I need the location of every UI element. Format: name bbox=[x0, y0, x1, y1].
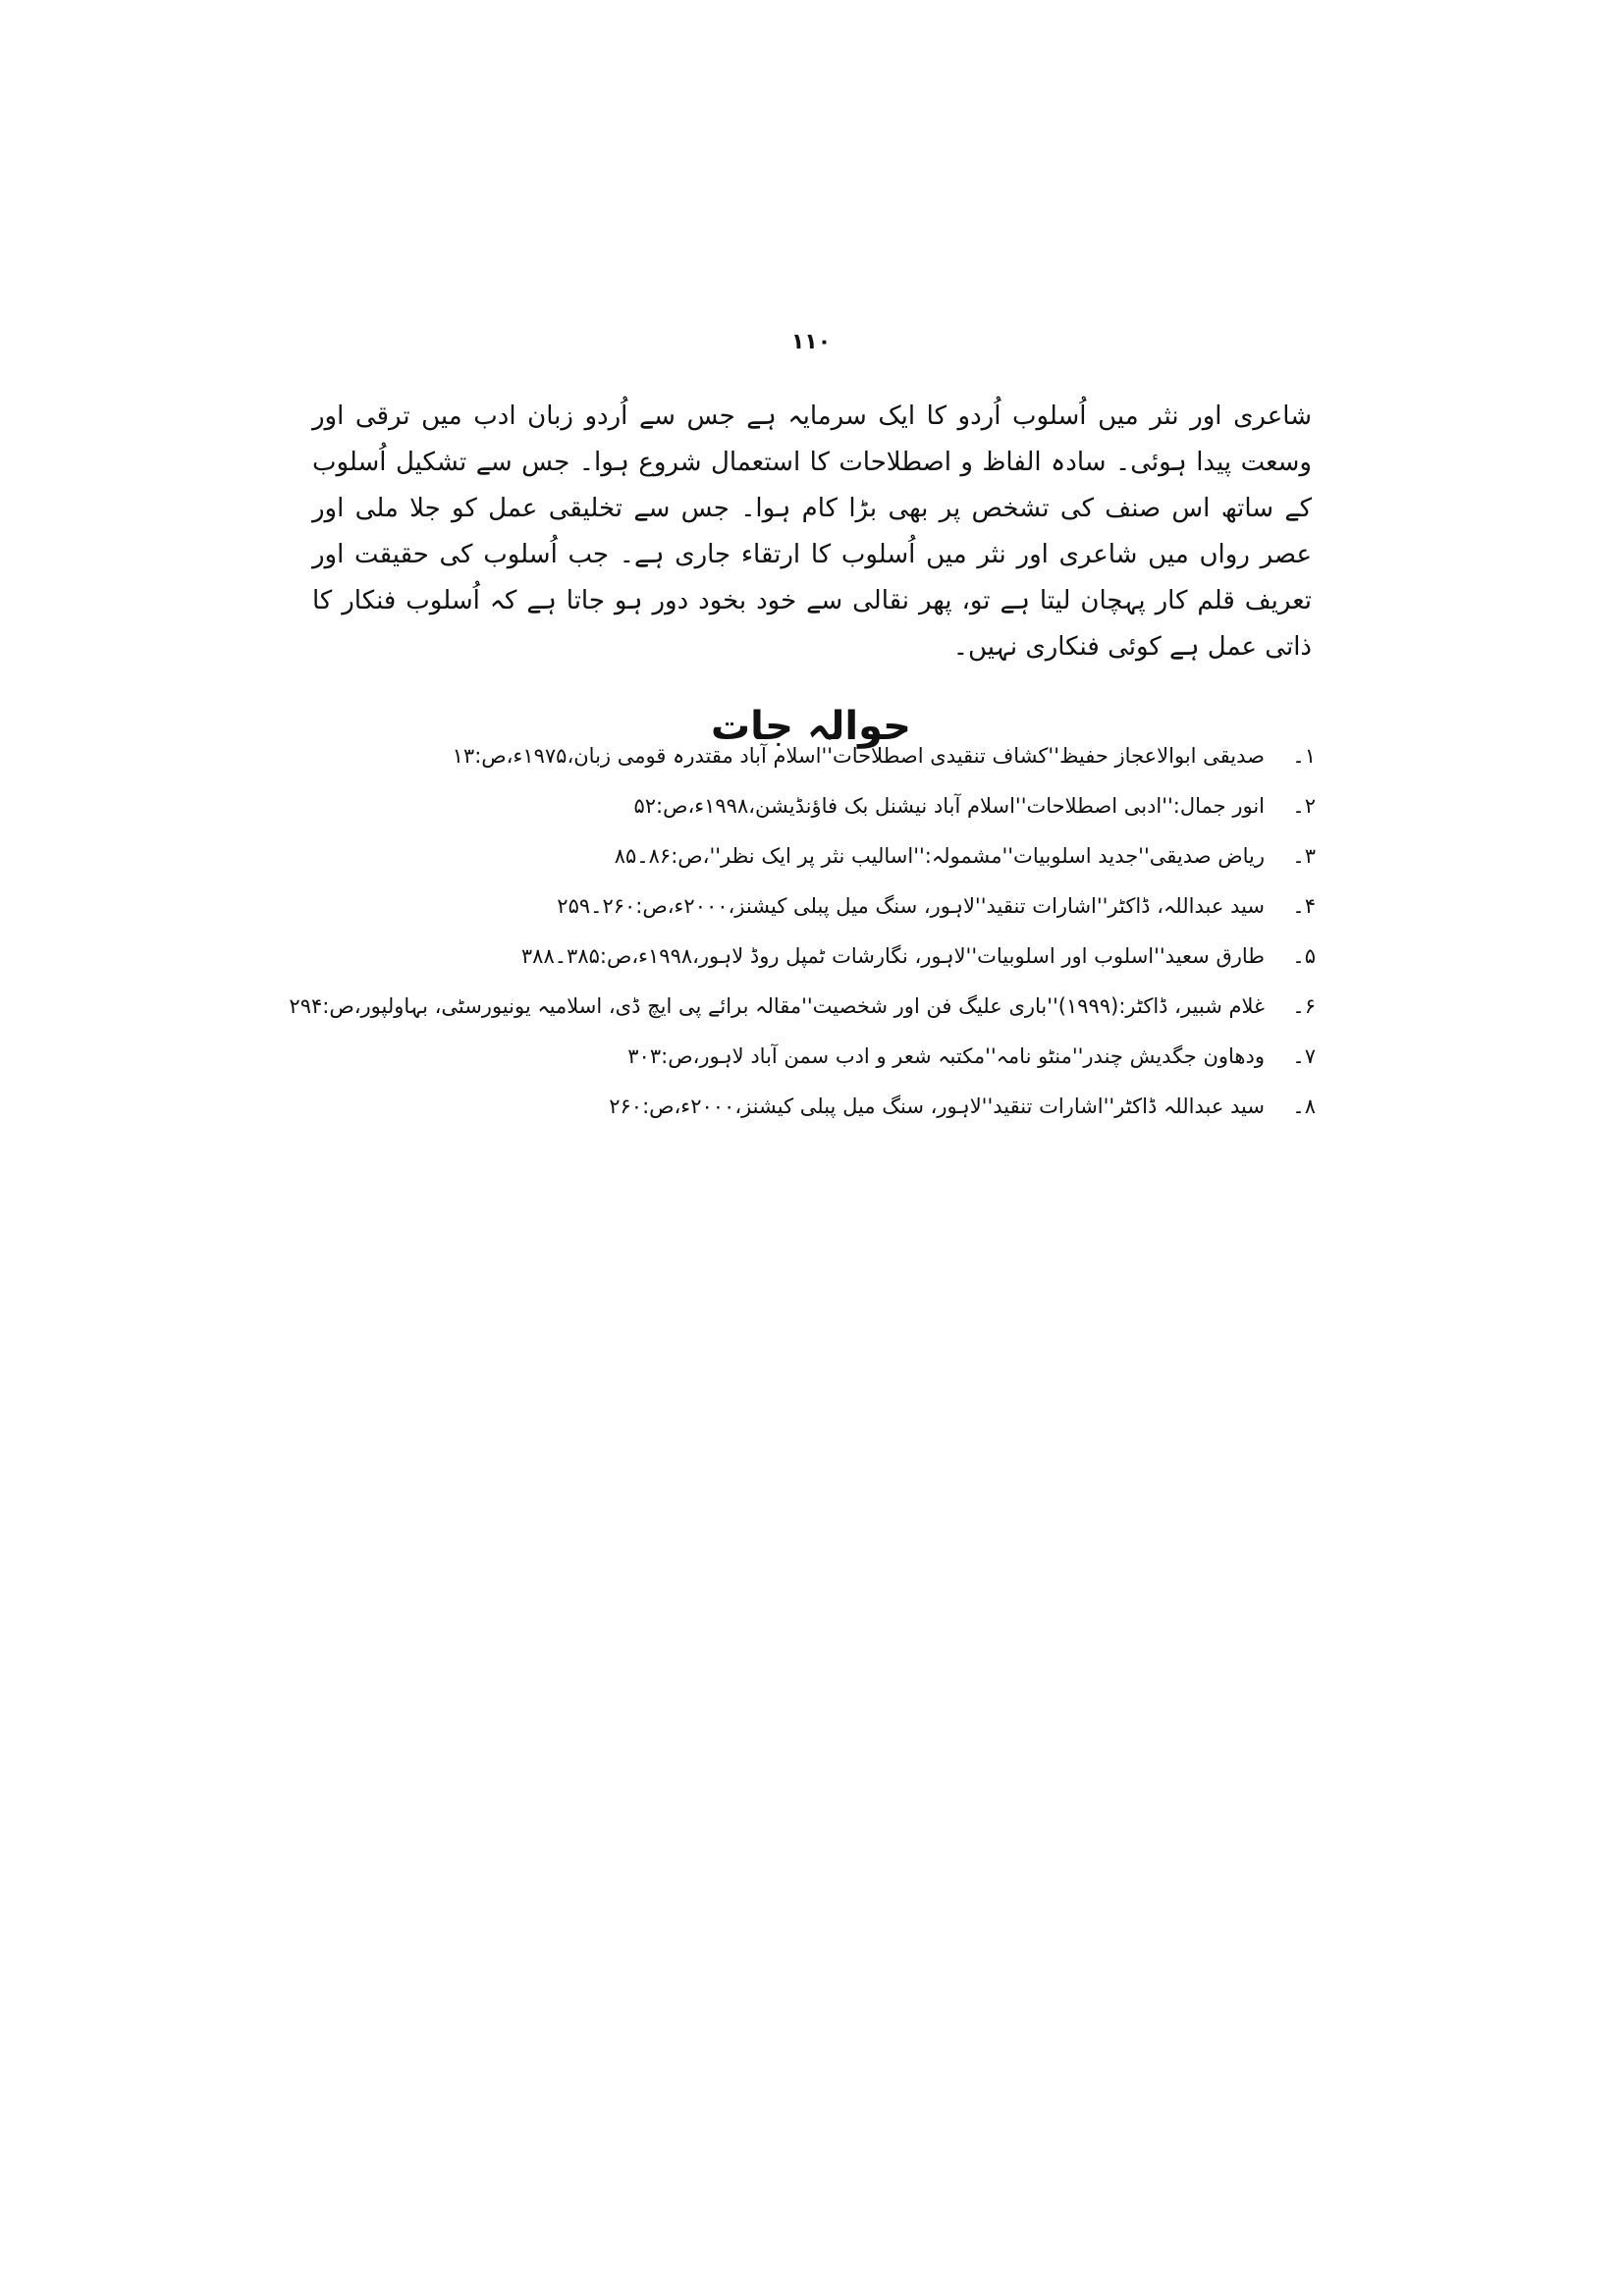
reference-number: ۶۔ bbox=[1292, 994, 1316, 1018]
reference-text: انور جمال:''ادبی اصطلاحات''اسلام آباد نیشنل بک فاؤنڈیشن،۱۹۹۸ء،ص:۵۲ bbox=[633, 794, 1265, 818]
reference-number: ۷۔ bbox=[1292, 1044, 1316, 1068]
reference-text: ریاض صدیقی''جدید اسلوبیات''مشمولہ:''اسالیب نثر پر ایک نظر''،ص:۸۶۔۸۵ bbox=[614, 844, 1265, 868]
reference-item-1 bbox=[226, 744, 1316, 794]
page-number: ۱۱۰ bbox=[790, 330, 832, 354]
reference-number: ۲۔ bbox=[1292, 794, 1316, 818]
body-paragraph: شاعری اور نثر میں اُسلوب اُردو کا ایک سرمایہ ہے جس سے اُردو زبان ادب میں ترقی اور وسعت پیدا ہوئی۔ سادہ الفاظ و اصطلاحات کا استعمال شروع ہوا۔ جس سے تشکیل اُسلوب کے ساتھ اس صنف کی تشخص پر بھی بڑا کام ہوا۔ جس سے تخلیقی عمل کو جلا ملی اور عصر رواں میں شاعری اور نثر میں اُسلوب کا ارتقاء جاری ہے۔ جب اُسلوب کی حقیقت اور تعریف قلم کار پہچان لیتا ہے تو، پھر نقالی سے خود بخود دور ہو جاتا ہے کہ اُسلوب فنکار کا ذاتی عمل ہے کوئی فنکاری نہیں۔ bbox=[312, 401, 1312, 662]
reference-text: سید عبداللہ، ڈاکٹر''اشارات تنقید''لاہور، سنگ میل پبلی کیشنز،۲۰۰۰ء،ص:۲۶۰۔۲۵۹ bbox=[557, 894, 1265, 918]
reference-item-7 bbox=[226, 1044, 1316, 1095]
reference-number: ۱۔ bbox=[1292, 744, 1316, 768]
reference-number: ۳۔ bbox=[1292, 844, 1316, 868]
reference-text: غلام شبیر، ڈاکٹر:(۱۹۹۹)''باری علیگ فن اور شخصیت''مقالہ برائے پی ایچ ڈی، اسلامیہ یونیورسٹی، بہاولپور،ص:۲۹۴ bbox=[289, 994, 1265, 1018]
reference-text: سید عبداللہ ڈاکٹر''اشارات تنقید''لاہور، سنگ میل پبلی کیشنز،۲۰۰۰ء،ص:۲۶۰ bbox=[609, 1095, 1265, 1118]
reference-item-6 bbox=[226, 994, 1316, 1044]
reference-number: ۸۔ bbox=[1292, 1095, 1316, 1118]
reference-item-5 bbox=[226, 944, 1316, 994]
reference-number: ۴۔ bbox=[1292, 894, 1316, 918]
references-heading: حوالہ جات bbox=[710, 704, 912, 750]
reference-text: ودھاون جگدیش چندر''منٹو نامہ''مکتبہ شعر و ادب سمن آباد لاہور،ص:۳۰۳ bbox=[627, 1044, 1265, 1068]
references-list bbox=[226, 744, 1316, 1145]
reference-text: طارق سعید''اسلوب اور اسلوبیات''لاہور، نگارشات ٹمپل روڈ لاہور،۱۹۹۸ء،ص:۳۸۵۔۳۸۸ bbox=[520, 944, 1265, 968]
reference-item-8 bbox=[226, 1095, 1316, 1145]
reference-number: ۵۔ bbox=[1292, 944, 1316, 968]
reference-item-2 bbox=[226, 794, 1316, 844]
reference-text: صدیقی ابوالاعجاز حفیظ''کشاف تنقیدی اصطلاحات''اسلام آباد مقتدرہ قومی زبان،۱۹۷۵ء،ص:۱۳ bbox=[452, 744, 1265, 768]
reference-item-3 bbox=[226, 844, 1316, 894]
reference-item-4 bbox=[226, 894, 1316, 944]
